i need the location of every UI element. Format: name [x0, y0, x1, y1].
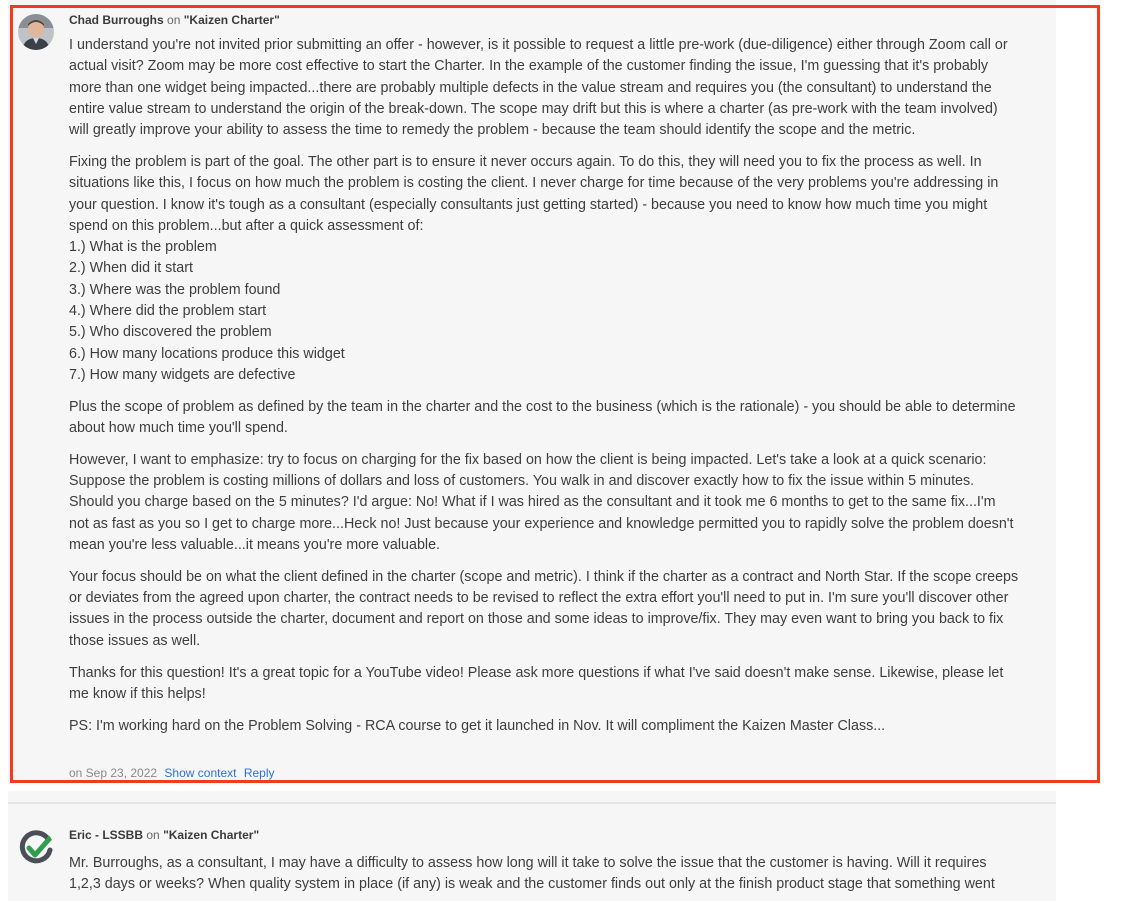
comment-meta — [69, 765, 275, 781]
comment-paragraph: I understand you're not invited prior submitting an offer - however, is it possible to request a little pre-work (due-diligence) either through Zoom call or actual visit? Zoom may be more cost effective to start the Charter. In the example of the customer finding the issue, I'm guessing that it's probably more than one widget being impacted...there are probably multiple defects in the value stream and requires you (the consultant) to understand the entire value stream to understand the origin of the break-down. The scope may drift but this is where a charter (as pre-work with the team involved) will greatly improve your ability to assess the time to remedy the problem - because the team should identify the scope and the metric. — [69, 37, 1008, 139]
list-item: 3.) Where was the problem found — [69, 281, 281, 298]
reply-link[interactable]: Reply — [243, 766, 275, 780]
comment-paragraph: PS: I'm working hard on the Problem Solving - RCA course to get it launched in Nov. It will compliment the Kaizen Master Class... — [69, 717, 886, 734]
highlight-gap — [0, 781, 1148, 791]
author-name[interactable]: Eric - LSSBB — [69, 828, 144, 842]
lecture-title[interactable]: "Kaizen Charter" — [163, 828, 260, 842]
list-item: 4.) Where did the problem start — [69, 303, 267, 320]
comment-body — [69, 853, 1009, 906]
list-item: 1.) What is the problem — [69, 239, 217, 256]
comment-item — [8, 0, 1056, 800]
on-label: on — [167, 13, 181, 27]
assessment-list — [69, 237, 1019, 386]
show-context-link[interactable]: Show context — [164, 766, 237, 780]
comment-body — [69, 35, 1019, 747]
author-name[interactable]: Chad Burroughs — [69, 13, 164, 27]
comment-paragraph: Plus the scope of problem as defined by the team in the charter and the cost to the business (which is the rationale) - you should be able to determine about how much time you'll spend. — [69, 398, 1016, 437]
list-item: 5.) Who discovered the problem — [69, 324, 272, 341]
comment-paragraph: Thanks for this question! It's a great topic for a YouTube video! Please ask more questions if what I've said doesn't make sense. Likewise, please let me know if this helps! — [69, 664, 1004, 702]
comment-header — [69, 827, 259, 843]
list-item: 6.) How many locations produce this widget — [69, 345, 345, 362]
list-item: 7.) How many widgets are defective — [69, 366, 296, 383]
comment-header — [69, 12, 280, 28]
comment-date: on Sep 23, 2022 — [69, 766, 158, 780]
lecture-title[interactable]: "Kaizen Charter" — [183, 13, 280, 27]
comment-item — [8, 806, 1056, 901]
user-photo-avatar[interactable] — [18, 14, 54, 50]
comment-paragraph: Mr. Burroughs, as a consultant, I may have a difficulty to assess how long will it take to solve the issue that the customer is having. Will it requires 1,2,3 days or weeks? When quality system in place (if any) is weak and the customer finds out only at the finish product stage that something went — [69, 855, 995, 893]
on-label: on — [146, 828, 160, 842]
comment-paragraph: Fixing the problem is part of the goal. The other part is to ensure it never occurs again. To do this, they will need you to fix the process as well. In situations like this, I focus on how much the problem is costing the client. I never charge for time because of the very problems you're addressing in your question. I know it's tough as a consultant (especially consultants just getting started) - because you need to know how much time you might spend on this problem...but after a quick assessment of: — [69, 153, 999, 234]
comment-paragraph: However, I want to emphasize: try to focus on charging for the fix based on how the client is being impacted. Let's take a look at a quick scenario: Suppose the problem is costing millions of dollars and loss of customers. You walk in and discover exactly how to fix the issue within 5 minutes. Should you charge based on the 5 minutes? I'd argue: No! What if I was hired as the consultant and it took me 6 months to get to the same fix...I'm not as fast as you so I get to charge more...Heck no! Just because your experience and knowledge permitted you to rapidly solve the problem doesn't mean you're less valuable...it means you're more valuable. — [69, 451, 1014, 554]
checkmark-logo-avatar[interactable] — [18, 830, 54, 866]
list-item: 2.) When did it start — [69, 260, 193, 277]
comment-divider — [8, 802, 1056, 804]
comment-paragraph: Your focus should be on what the client defined in the charter (scope and metric). I think if the charter as a contract and North Star. If the scope creeps or deviates from the agreed upon charter, the contract needs to be revised to reflect the extra effort you'll need to put in. I'm sure you'll discover other issues in the process outside the charter, document and report on those and some ideas to improve/fix. They may even want to bring you back to fix those issues as well. — [69, 568, 1019, 649]
